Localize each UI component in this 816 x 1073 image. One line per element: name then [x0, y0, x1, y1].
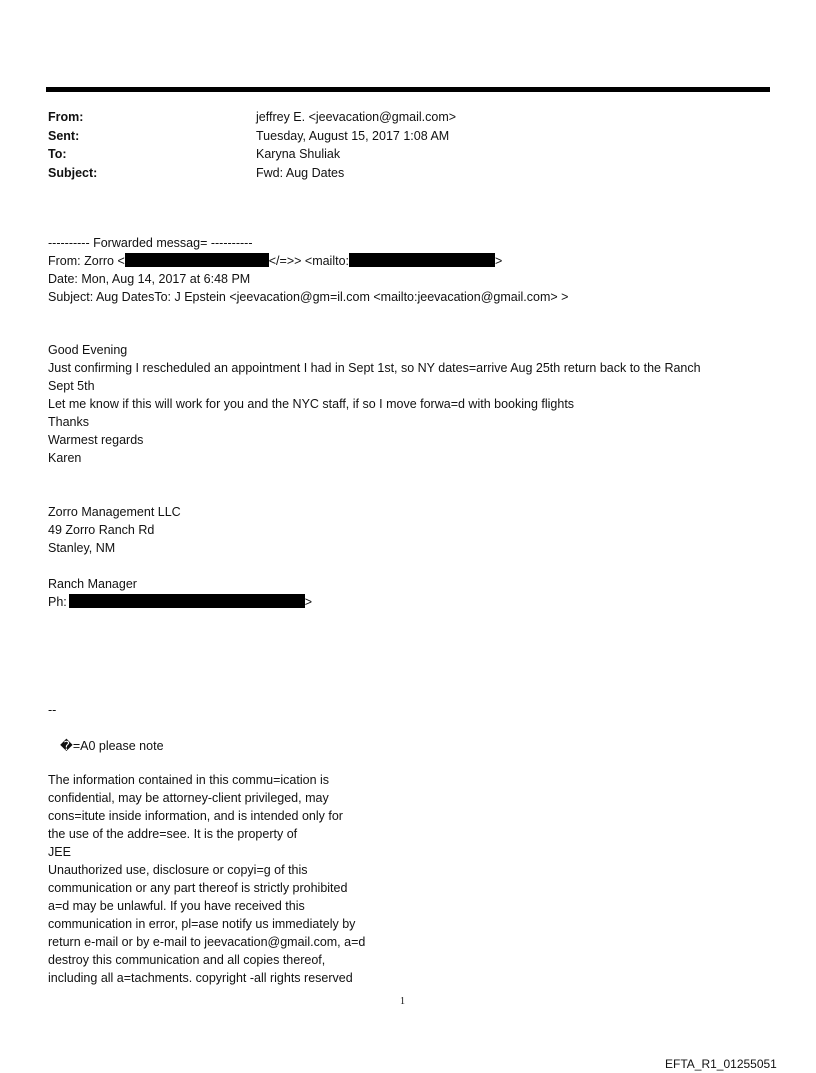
forward-date: Date: Mon, Aug 14, 2017 at 6:48 PM [48, 272, 251, 286]
body-regards: Warmest regards [48, 433, 144, 447]
to-value: Karyna Shuliak [256, 147, 341, 161]
sent-label: Sent: [48, 128, 80, 143]
forward-from-prefix: From: Zorro < [48, 254, 125, 268]
signature-phone [48, 593, 312, 611]
disclaimer-line: return e-mail or by e-mail to jeevacation@gmail.com, a=d [48, 935, 366, 949]
redaction-block [69, 594, 305, 608]
forward-from-middle: </=>> <mailto: [268, 254, 350, 268]
bates-number: EFTA_R1_01255051 [665, 1057, 777, 1071]
footer-note: �=A0 please note [60, 739, 164, 753]
body-line: Sept 5th [48, 379, 95, 393]
header-rule [46, 87, 770, 92]
phone-label: Ph: [48, 595, 67, 609]
signature-title: Ranch Manager [48, 577, 137, 591]
body-greeting: Good Evening [48, 343, 128, 357]
to-row [48, 145, 456, 164]
signature-company: Zorro Management LLC [48, 505, 181, 519]
disclaimer-line: including all a=tachments. copyright -all rights reserved [48, 971, 353, 985]
body-name: Karen [48, 451, 82, 465]
from-value: jeffrey E. <jeevacation@gmail.com> [256, 110, 457, 124]
disclaimer-line: destroy this communication and all copies thereof, [48, 953, 326, 967]
subject-value: Fwd: Aug Dates [256, 165, 345, 180]
signature-address: Stanley, NM [48, 541, 116, 555]
sent-row [48, 127, 456, 146]
disclaimer-line: The information contained in this commu=ication is [48, 773, 330, 787]
disclaimer-line: the use of the addre=see. It is the property of [48, 827, 298, 841]
redaction-block [349, 253, 495, 267]
subject-row [48, 164, 456, 183]
disclaimer-line: cons=itute inside information, and is intended only for [48, 809, 343, 823]
disclaimer-line: communication or any part thereof is strictly prohibited [48, 881, 348, 895]
from-row [48, 108, 456, 127]
redaction-block [125, 253, 269, 267]
body-line: Just confirming I rescheduled an appointment I had in Sept 1st, so NY dates=arrive Aug 25th return back to the Ranch [48, 361, 701, 375]
page-number: 1 [400, 996, 405, 1007]
forward-subject: Subject: Aug DatesTo: J Epstein <jeevacation@gm=il.com <mailto:jeevacation@gmail.com> > [48, 290, 569, 304]
body-line: Let me know if this will work for you and the NYC staff, if so I move forwa=d with booking flights [48, 397, 575, 411]
forward-separator: ---------- Forwarded messag= ---------- [48, 236, 253, 250]
subject-label: Subject: [48, 165, 98, 180]
from-label: From: [48, 110, 84, 124]
phone-suffix: > [304, 595, 313, 609]
forward-from-line [48, 252, 502, 270]
disclaimer-line: confidential, may be attorney-client privileged, may [48, 791, 329, 805]
disclaimer-line: communication in error, pl=ase notify us immediately by [48, 917, 356, 931]
to-label: To: [48, 147, 67, 161]
disclaimer-line: a=d may be unlawful. If you have received this [48, 899, 305, 913]
body-thanks: Thanks [48, 415, 89, 429]
sent-value: Tuesday, August 15, 2017 1:08 AM [256, 128, 450, 143]
email-header [48, 108, 456, 182]
disclaimer-line: JEE [48, 845, 71, 859]
forward-from-suffix: > [495, 254, 503, 268]
footer-dashes: -- [48, 703, 57, 717]
disclaimer-line: Unauthorized use, disclosure or copyi=g of this [48, 863, 308, 877]
signature-address: 49 Zorro Ranch Rd [48, 523, 155, 537]
